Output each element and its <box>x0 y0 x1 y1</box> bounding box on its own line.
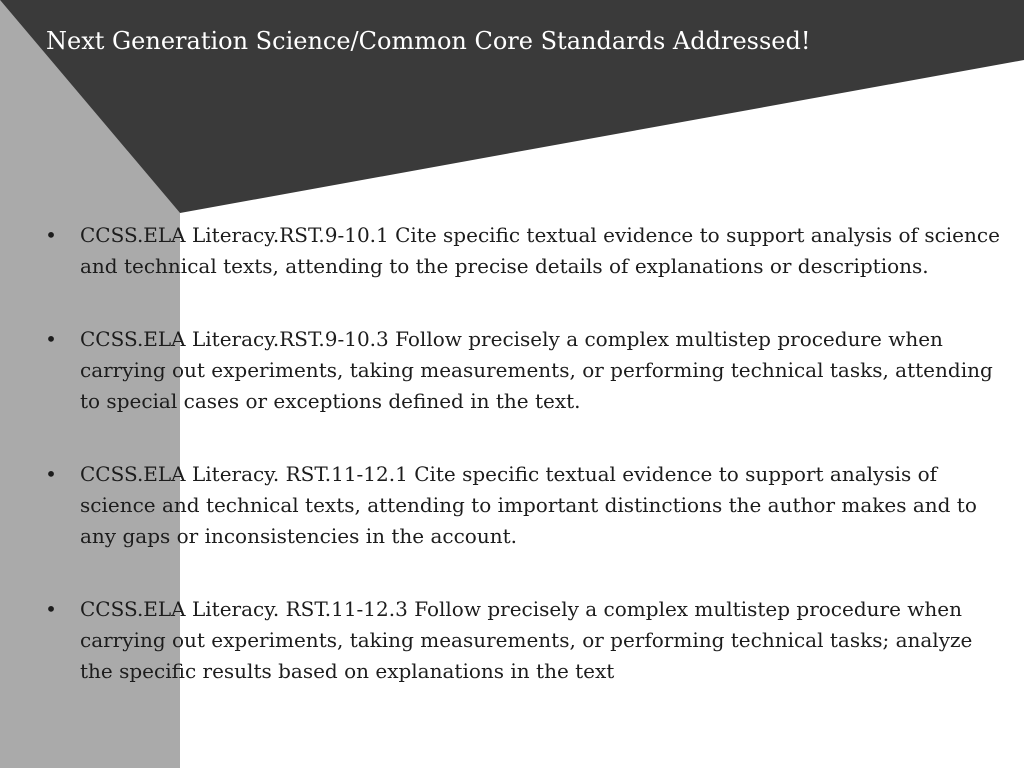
bullet-icon: • <box>45 462 57 486</box>
bullet-icon: • <box>45 597 57 621</box>
list-item <box>45 594 1010 687</box>
standards-list <box>45 220 1010 729</box>
standard-rst-11-12-3: CCSS.ELA Literacy. RST.11-12.3 Follow precisely a complex multistep procedure when carrying out experiments, taking measurements, or performing technical tasks; analyze the specific results based on explanations in the text <box>80 597 973 683</box>
slide-title: Next Generation Science/Common Core Standards Addressed! <box>46 27 811 55</box>
list-item <box>45 220 1010 282</box>
bullet-icon: • <box>45 327 57 351</box>
bullet-icon: • <box>45 223 57 247</box>
list-item <box>45 459 1010 552</box>
standard-rst-9-10-1: CCSS.ELA Literacy.RST.9-10.1 Cite specific textual evidence to support analysis of science and technical texts, attending to the precise details of explanations or descriptions. <box>80 223 1000 278</box>
list-item <box>45 324 1010 417</box>
standard-rst-11-12-1: CCSS.ELA Literacy. RST.11-12.1 Cite specific textual evidence to support analysis of science and technical texts, attending to important distinctions the author makes and to any gaps or inconsistencies in the account. <box>80 462 977 548</box>
standard-rst-9-10-3: CCSS.ELA Literacy.RST.9-10.3 Follow precisely a complex multistep procedure when carrying out experiments, taking measurements, or performing technical tasks, attending to special cases or exceptions defined in the text. <box>80 327 993 413</box>
